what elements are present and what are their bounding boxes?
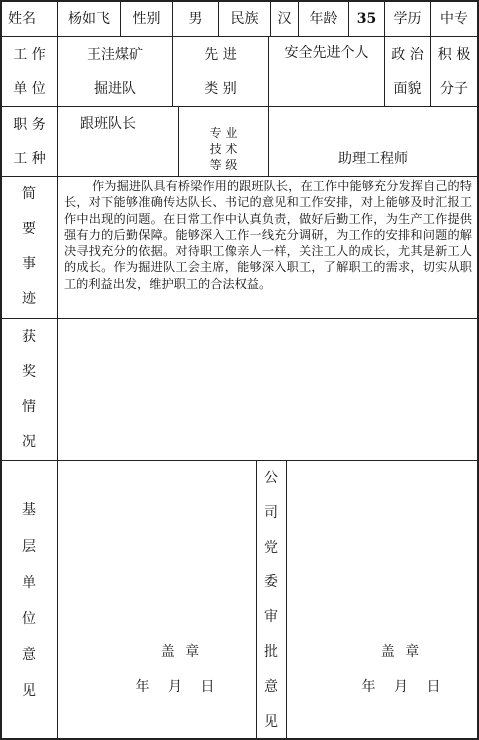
title-label-line2: 技 术 (209, 142, 238, 156)
base-unit-label-char: 意 (22, 647, 36, 663)
political-value-line1: 积 极 (437, 47, 471, 63)
age-label: 年龄 (309, 11, 338, 27)
base-seal-text: 盖 章 (160, 644, 200, 660)
awards-label-char: 获 (22, 329, 36, 345)
summary-label-char: 事 (22, 256, 36, 272)
hline-awards (0, 460, 479, 461)
political-value-line2: 分子 (440, 81, 468, 97)
base-unit-label-char: 层 (22, 539, 36, 555)
border-right (477, 0, 479, 740)
unit-label-line1: 工 作 (13, 47, 46, 63)
job-value: 跟班队长 (80, 116, 136, 132)
education-label: 学历 (393, 11, 422, 27)
vline-op-b (286, 460, 287, 740)
party-label-char: 公 (264, 470, 278, 486)
base-unit-label-char: 单 (22, 575, 36, 591)
border-left (0, 0, 2, 740)
party-label-char: 司 (264, 505, 278, 521)
title-value: 助理工程师 (338, 151, 408, 167)
party-label-char: 审 (264, 609, 278, 625)
category-label-line2: 类 别 (204, 81, 237, 97)
unit-value-line2: 掘进队 (94, 81, 136, 97)
category-label-line1: 先 进 (204, 47, 237, 63)
political-label-line2: 面貌 (393, 81, 422, 97)
gender-label: 性别 (132, 11, 161, 27)
base-date-text: 年 月 日 (135, 679, 215, 695)
education-value: 中专 (440, 11, 468, 27)
awards-label-char: 况 (22, 434, 36, 450)
border-bottom (0, 738, 479, 740)
base-unit-label-char: 基 (22, 502, 36, 518)
party-seal-text: 盖 章 (380, 644, 420, 660)
hline-row2 (0, 106, 479, 107)
job-label-line1: 职 务 (13, 117, 46, 133)
party-label-char: 见 (264, 714, 278, 730)
hline-summary (0, 318, 479, 319)
hline-row1 (0, 36, 479, 37)
title-label-line1: 专 业 (209, 126, 238, 140)
vline-op-a (256, 460, 257, 740)
ethnicity-label: 民族 (230, 11, 259, 27)
vline-label-col (57, 0, 58, 738)
category-value: 安全先进个人 (284, 45, 369, 61)
summary-text: 作为掘进队具有桥梁作用的跟班队长，在工作中能够充分发挥自己的特长，对下能够准确传达队长、书记的意见和工作安排，对上能够及时汇报工作中出现的问题。在日常工作中认真负责，做好后勤工作，为生产工作提供强有力的后勤保障。能够深入工作一线充分调研，为工作的安排和问题的解决寻找充分的依据。对待职工像亲人一样，关注工人的成长，尤其是新工人的成长。作为掘进队工会主席，能够深入职工，了解职工的需求，切实从职工的利益出发，维护职工的合法权益。 (64, 179, 472, 291)
base-unit-label-char: 见 (22, 683, 36, 699)
gender-value: 男 (188, 11, 203, 27)
party-label-char: 党 (264, 540, 278, 556)
summary-label-char: 简 (22, 186, 36, 202)
summary-label-char: 要 (22, 221, 36, 237)
awards-label-char: 奖 (22, 364, 36, 380)
base-unit-label-char: 位 (22, 611, 36, 627)
party-label-char: 意 (264, 679, 278, 695)
party-label-char: 批 (264, 644, 278, 660)
name-label: 姓名 (8, 11, 36, 27)
unit-value-line1: 王洼煤矿 (87, 47, 143, 63)
age-value: 35 (356, 11, 377, 27)
summary-label-char: 迹 (22, 291, 36, 307)
party-date-text: 年 月 日 (361, 679, 441, 695)
job-label-line2: 工 种 (13, 151, 46, 167)
political-label-line1: 政 治 (391, 47, 424, 63)
title-label-line3: 等 级 (209, 158, 238, 172)
ethnicity-value: 汉 (277, 11, 292, 27)
awards-label-char: 情 (22, 399, 36, 415)
hline-row3 (0, 176, 479, 177)
party-label-char: 委 (264, 574, 278, 590)
unit-label-line2: 单 位 (13, 81, 46, 97)
name-value: 杨如飞 (68, 11, 110, 27)
